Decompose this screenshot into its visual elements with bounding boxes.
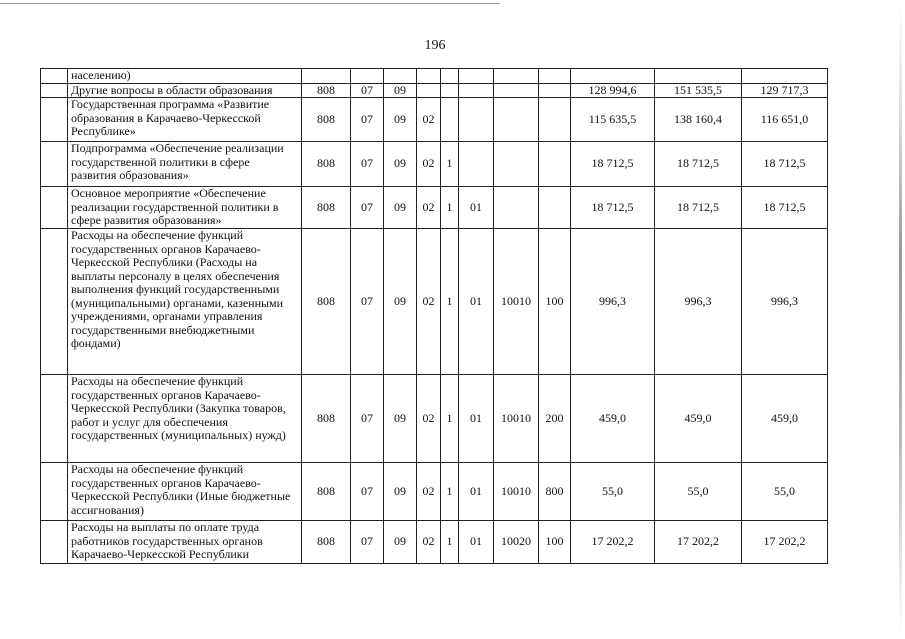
amount-year1-cell: 128 994,6 xyxy=(571,83,655,98)
subprogram-code-cell xyxy=(441,98,459,142)
amount-year3-cell xyxy=(742,69,828,84)
subprogram-code-cell: 1 xyxy=(441,375,459,463)
dept-code-cell: 808 xyxy=(302,463,351,521)
program-code-cell: 02 xyxy=(417,98,441,142)
item-name-cell: Другие вопросы в области образования xyxy=(68,83,302,98)
subprogram-code-cell: 1 xyxy=(441,142,459,187)
item-name-cell: Основное мероприятие «Обеспечение реализации государственной политики в сфере развития образования» xyxy=(68,187,302,229)
dept-code-cell: 808 xyxy=(302,521,351,564)
amount-year2-cell xyxy=(655,69,742,84)
subprogram-code-cell: 1 xyxy=(441,187,459,229)
subsection-code-cell: 09 xyxy=(384,375,417,463)
table-row xyxy=(41,375,828,463)
section-code-cell: 07 xyxy=(351,187,384,229)
subsection-code-cell xyxy=(384,69,417,84)
program-code-cell: 02 xyxy=(417,187,441,229)
program-code-cell: 02 xyxy=(417,463,441,521)
item-name-cell: Подпрограмма «Обеспечение реализации государственной политики в сфере развития образования» xyxy=(68,142,302,187)
target-item-code-cell xyxy=(494,69,539,84)
program-code-cell: 02 xyxy=(417,142,441,187)
expense-type-code-cell xyxy=(539,142,571,187)
measure-code-cell: 01 xyxy=(459,375,494,463)
expense-type-code-cell: 100 xyxy=(539,229,571,375)
budget-table xyxy=(40,68,828,564)
amount-year2-cell: 18 712,5 xyxy=(655,187,742,229)
target-item-code-cell: 10010 xyxy=(494,463,539,521)
dept-code-cell: 808 xyxy=(302,98,351,142)
section-code-cell: 07 xyxy=(351,83,384,98)
section-code-cell: 07 xyxy=(351,375,384,463)
expense-type-code-cell: 800 xyxy=(539,463,571,521)
program-code-cell xyxy=(417,83,441,98)
table-row xyxy=(41,69,828,84)
row-blank-cell xyxy=(41,69,68,84)
table-row xyxy=(41,229,828,375)
subsection-code-cell: 09 xyxy=(384,187,417,229)
measure-code-cell: 01 xyxy=(459,229,494,375)
subsection-code-cell: 09 xyxy=(384,463,417,521)
amount-year1-cell: 18 712,5 xyxy=(571,142,655,187)
measure-code-cell: 01 xyxy=(459,187,494,229)
amount-year3-cell: 116 651,0 xyxy=(742,98,828,142)
target-item-code-cell: 10010 xyxy=(494,229,539,375)
dept-code-cell: 808 xyxy=(302,187,351,229)
expense-type-code-cell: 100 xyxy=(539,521,571,564)
amount-year3-cell: 18 712,5 xyxy=(742,142,828,187)
amount-year2-cell: 17 202,2 xyxy=(655,521,742,564)
item-name-cell: Расходы на выплаты по оплате труда работников государственных органов Карачаево-Черкесской Республики xyxy=(68,521,302,564)
subprogram-code-cell: 1 xyxy=(441,229,459,375)
section-code-cell: 07 xyxy=(351,98,384,142)
subsection-code-cell: 09 xyxy=(384,521,417,564)
section-code-cell: 07 xyxy=(351,463,384,521)
scan-top-line xyxy=(0,3,500,4)
program-code-cell: 02 xyxy=(417,229,441,375)
amount-year2-cell: 138 160,4 xyxy=(655,98,742,142)
target-item-code-cell: 10010 xyxy=(494,375,539,463)
program-code-cell: 02 xyxy=(417,375,441,463)
amount-year2-cell: 18 712,5 xyxy=(655,142,742,187)
row-blank-cell xyxy=(41,98,68,142)
row-blank-cell xyxy=(41,375,68,463)
amount-year1-cell: 996,3 xyxy=(571,229,655,375)
amount-year1-cell: 55,0 xyxy=(571,463,655,521)
dept-code-cell: 808 xyxy=(302,83,351,98)
section-code-cell: 07 xyxy=(351,521,384,564)
amount-year3-cell: 18 712,5 xyxy=(742,187,828,229)
table-row xyxy=(41,83,828,98)
scan-margin-mark xyxy=(899,0,902,639)
dept-code-cell: 808 xyxy=(302,229,351,375)
item-name-cell: Расходы на обеспечение функций государственных органов Карачаево-Черкесской Республики (Закупка товаров, работ и услуг для обеспечения государственных (муниципальных) нужд) xyxy=(68,375,302,463)
measure-code-cell xyxy=(459,98,494,142)
target-item-code-cell xyxy=(494,98,539,142)
subprogram-code-cell: 1 xyxy=(441,521,459,564)
page-number: 196 xyxy=(424,38,446,53)
subsection-code-cell: 09 xyxy=(384,83,417,98)
table-row xyxy=(41,98,828,142)
measure-code-cell xyxy=(459,83,494,98)
expense-type-code-cell xyxy=(539,187,571,229)
section-code-cell: 07 xyxy=(351,229,384,375)
subsection-code-cell: 09 xyxy=(384,142,417,187)
table-row xyxy=(41,142,828,187)
amount-year2-cell: 151 535,5 xyxy=(655,83,742,98)
dept-code-cell: 808 xyxy=(302,142,351,187)
item-name-cell: населению) xyxy=(68,69,302,84)
amount-year2-cell: 459,0 xyxy=(655,375,742,463)
amount-year3-cell: 17 202,2 xyxy=(742,521,828,564)
amount-year3-cell: 129 717,3 xyxy=(742,83,828,98)
expense-type-code-cell xyxy=(539,69,571,84)
amount-year2-cell: 996,3 xyxy=(655,229,742,375)
target-item-code-cell xyxy=(494,142,539,187)
item-name-cell: Расходы на обеспечение функций государственных органов Карачаево-Черкесской Республики (Расходы на выплаты персоналу в целях обеспечения выполнения функций государственными (муниципальными) органами, казенными учреждениями, органами управления государственными внебюджетными фондами) xyxy=(68,229,302,375)
amount-year2-cell: 55,0 xyxy=(655,463,742,521)
item-name-cell: Расходы на обеспечение функций государственных органов Карачаево-Черкесской Республики (Иные бюджетные ассигнования) xyxy=(68,463,302,521)
target-item-code-cell: 10020 xyxy=(494,521,539,564)
amount-year3-cell: 459,0 xyxy=(742,375,828,463)
table-row xyxy=(41,187,828,229)
row-blank-cell xyxy=(41,83,68,98)
measure-code-cell xyxy=(459,69,494,84)
amount-year3-cell: 996,3 xyxy=(742,229,828,375)
row-blank-cell xyxy=(41,463,68,521)
amount-year1-cell xyxy=(571,69,655,84)
expense-type-code-cell xyxy=(539,83,571,98)
target-item-code-cell xyxy=(494,83,539,98)
subsection-code-cell: 09 xyxy=(384,229,417,375)
dept-code-cell: 808 xyxy=(302,375,351,463)
subprogram-code-cell xyxy=(441,83,459,98)
subsection-code-cell: 09 xyxy=(384,98,417,142)
program-code-cell: 02 xyxy=(417,521,441,564)
program-code-cell xyxy=(417,69,441,84)
measure-code-cell: 01 xyxy=(459,521,494,564)
amount-year1-cell: 17 202,2 xyxy=(571,521,655,564)
expense-type-code-cell xyxy=(539,98,571,142)
expense-type-code-cell: 200 xyxy=(539,375,571,463)
amount-year3-cell: 55,0 xyxy=(742,463,828,521)
row-blank-cell xyxy=(41,187,68,229)
section-code-cell: 07 xyxy=(351,142,384,187)
row-blank-cell xyxy=(41,142,68,187)
measure-code-cell: 01 xyxy=(459,463,494,521)
measure-code-cell xyxy=(459,142,494,187)
amount-year1-cell: 115 635,5 xyxy=(571,98,655,142)
dept-code-cell xyxy=(302,69,351,84)
amount-year1-cell: 459,0 xyxy=(571,375,655,463)
item-name-cell: Государственная программа «Развитие образования в Карачаево-Черкесской Республике» xyxy=(68,98,302,142)
table-row xyxy=(41,463,828,521)
budget-table-body xyxy=(41,69,828,564)
section-code-cell xyxy=(351,69,384,84)
subprogram-code-cell: 1 xyxy=(441,463,459,521)
amount-year1-cell: 18 712,5 xyxy=(571,187,655,229)
table-row xyxy=(41,521,828,564)
row-blank-cell xyxy=(41,229,68,375)
subprogram-code-cell xyxy=(441,69,459,84)
target-item-code-cell xyxy=(494,187,539,229)
row-blank-cell xyxy=(41,521,68,564)
